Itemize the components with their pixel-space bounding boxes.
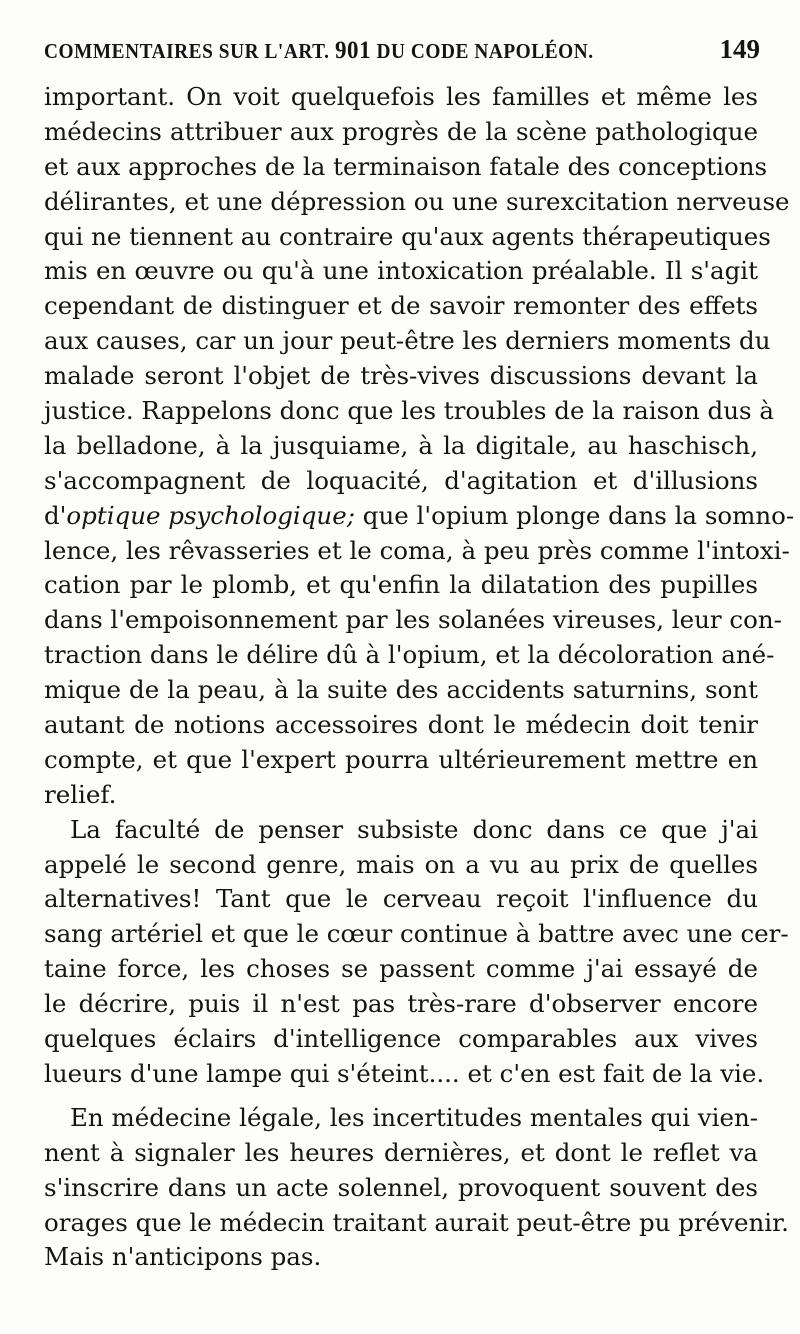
paragraph-2 (44, 813, 789, 1092)
text-line-last: Mais n'anticipons pas. (44, 1242, 322, 1272)
text-line: sang artériel et que le cœur continue à battre avec une cer- (44, 919, 789, 949)
text-line: important. On voit quelquefois les familles et même les (44, 82, 758, 111)
text-line: s'inscrire dans un acte solennel, provoquent souvent des (44, 1172, 758, 1202)
italic-phrase: optique psychologique; (66, 500, 355, 530)
text-line: quelques éclairs d'intelligence comparables aux vives (44, 1024, 758, 1054)
running-title (44, 37, 594, 65)
text-line: alternatives! Tant que le cerveau reçoit l'influence du (44, 884, 758, 914)
text-line: lence, les rêvasseries et le coma, à peu près comme l'intoxi- (44, 535, 790, 565)
text-line: nent à signaler les heures dernières, et dont le reflet va (44, 1137, 758, 1167)
text-line: appelé le second genre, mais on a vu au prix de quelles (44, 849, 758, 879)
text-line: traction dans le délire dû à l'opium, et la décoloration ané- (44, 640, 775, 670)
text-line: dans l'empoisonnement par les solanées vireuses, leur con- (44, 605, 782, 635)
italic-prefix: d' (44, 500, 67, 530)
text-line: cependant de distinguer et de savoir remonter des effets (44, 291, 758, 321)
text-line: la belladone, à la jusquiame, à la digitale, au haschisch, (44, 430, 758, 460)
text-line: qui ne tiennent au contraire qu'aux agents thérapeutiques (44, 221, 771, 251)
text-line: mique de la peau, à la suite des accidents saturnins, sont (44, 675, 758, 705)
text-line: s'accompagnent de loquacité, d'agitation et d'illusions (44, 465, 758, 495)
text-line: malade seront l'objet de très-vives discussions devant la (44, 361, 758, 391)
text-line: justice. Rappelons donc que les troubles de la raison dus à (44, 396, 774, 426)
running-head (44, 34, 760, 74)
paragraph-gap (44, 1092, 758, 1101)
text-line-indent: En médecine légale, les incertitudes mentales qui vien- (70, 1102, 758, 1132)
text-line: délirantes, et une dépression ou une surexcitation nerveuse (44, 186, 790, 216)
body-text (44, 80, 795, 1275)
text-line: le décrire, puis il n'est pas très-rare d'observer encore (44, 989, 758, 1019)
page-number: 149 (719, 34, 760, 64)
paragraph-3 (44, 1101, 789, 1275)
text-line: compte, et que l'expert pourra ultérieurement mettre en (44, 744, 758, 774)
running-title-post: DU CODE NAPOLÉON. (376, 39, 594, 63)
paragraph-1 (44, 80, 795, 813)
text-line: médecins attribuer aux progrès de la scène pathologique (44, 116, 758, 146)
text-line: taine force, les choses se passent comme j'ai essayé de (44, 954, 758, 984)
text-line: aux causes, car un jour peut-être les derniers moments du (44, 326, 771, 356)
text-line-italic (44, 499, 795, 534)
text-line: autant de notions accessoires dont le médecin doit tenir (44, 710, 758, 740)
running-title-pre: COMMENTAIRES SUR L'ART. (44, 39, 330, 63)
running-title-article-number: 901 (334, 37, 372, 64)
text-line: orages que le médecin traitant aurait peut-être pu prévenir. (44, 1207, 789, 1237)
text-line-indent: La faculté de penser subsiste donc dans ce que j'ai (70, 814, 758, 844)
italic-suffix: que l'opium plonge dans la somno- (354, 500, 795, 530)
text-line: et aux approches de la terminaison fatale des conceptions (44, 151, 768, 181)
text-line-last: relief. (44, 779, 117, 809)
text-line: cation par le plomb, et qu'enfin la dilatation des pupilles (44, 570, 758, 600)
text-line: mis en œuvre ou qu'à une intoxication préalable. Il s'agit (44, 256, 758, 286)
text-line: lueurs d'une lampe qui s'éteint.... et c'en est fait de la vie. (44, 1058, 765, 1088)
